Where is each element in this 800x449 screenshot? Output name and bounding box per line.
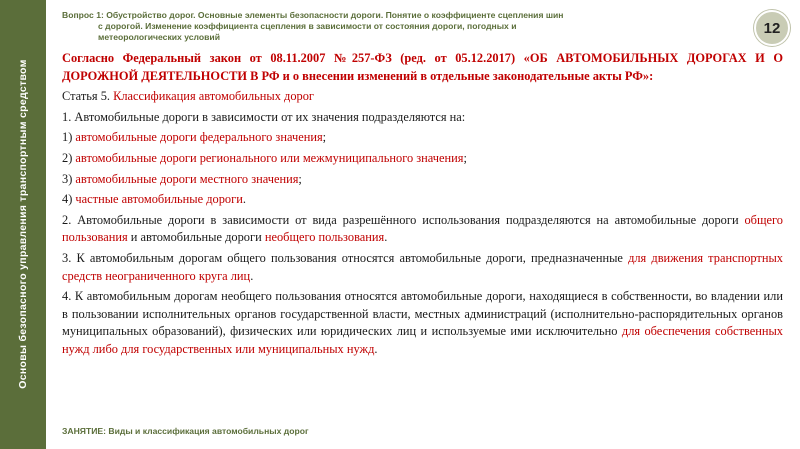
lesson-footer: ЗАНЯТИЕ: Виды и классификация автомобильных дорог [62,426,309,436]
list-item: 2) автомобильные дороги регионального или межмуниципального значения; [62,150,467,165]
question-title [62,10,722,43]
question-line-3: метеорологических условий [98,32,220,42]
slide-content [62,50,783,362]
list-item: 1) автомобильные дороги федерального значения; [62,130,327,145]
question-line-1: Вопрос 1: Обустройство дорог. Основные элементы безопасности дороги. Понятие о коэффициенте сцепления шин [62,10,564,20]
list-item: 4) частные автомобильные дороги. [62,192,246,207]
list-item: 3) автомобильные дороги местного значения; [62,171,302,186]
law-reference: Согласно Федеральный закон от 08.11.2007 №257-ФЗ (ред. от 05.12.2017) «ОБ АВТОМОБИЛЬНЫХ ДОРОГАХ И О ДОРОЖНОЙ ДЕЯТЕЛЬНОСТИ В РФ и о внесении изменений в отдельные законодательные акты РФ»: [62,51,783,83]
article-title: Классификация автомобильных дорог [113,89,315,104]
sidebar-title: Основы безопасного управления транспортным средством [17,59,29,389]
slide-number-badge: 12 [754,10,790,46]
paragraph-4: 4. К автомобильным дорогам необщего пользования относятся автомобильные дороги, находящиеся в собственности, во владении или в пользовании исполнительных органов государственной власти, местных администраций (исполнительно-распорядительных органов муниципальных образований), физических или юридических лиц и используемые ими исключительно для обеспечения собственных нужд либо для государственных или муниципальных нужд. [62,289,784,356]
header [46,0,800,46]
article-prefix: Статья 5. [62,89,114,104]
paragraph-2: 2. Автомобильные дороги в зависимости от вида разрешённого использования подразделяются на автомобильные дороги общего пользования и автомобильные дороги необщего пользования. [62,212,783,245]
paragraph-3: 3. К автомобильным дорогам общего пользования относятся автомобильные дороги, предназначенные для движения транспортных средств неограниченного круга лиц. [62,250,784,283]
sidebar [0,0,46,449]
question-line-2: с дорогой. Изменение коэффициента сцепления в зависимости от состояния дороги, погодных и [98,21,517,31]
slide [46,0,800,449]
article-heading [62,88,783,106]
paragraph-1: 1. Автомобильные дороги в зависимости от их значения подразделяются на: [62,109,466,124]
